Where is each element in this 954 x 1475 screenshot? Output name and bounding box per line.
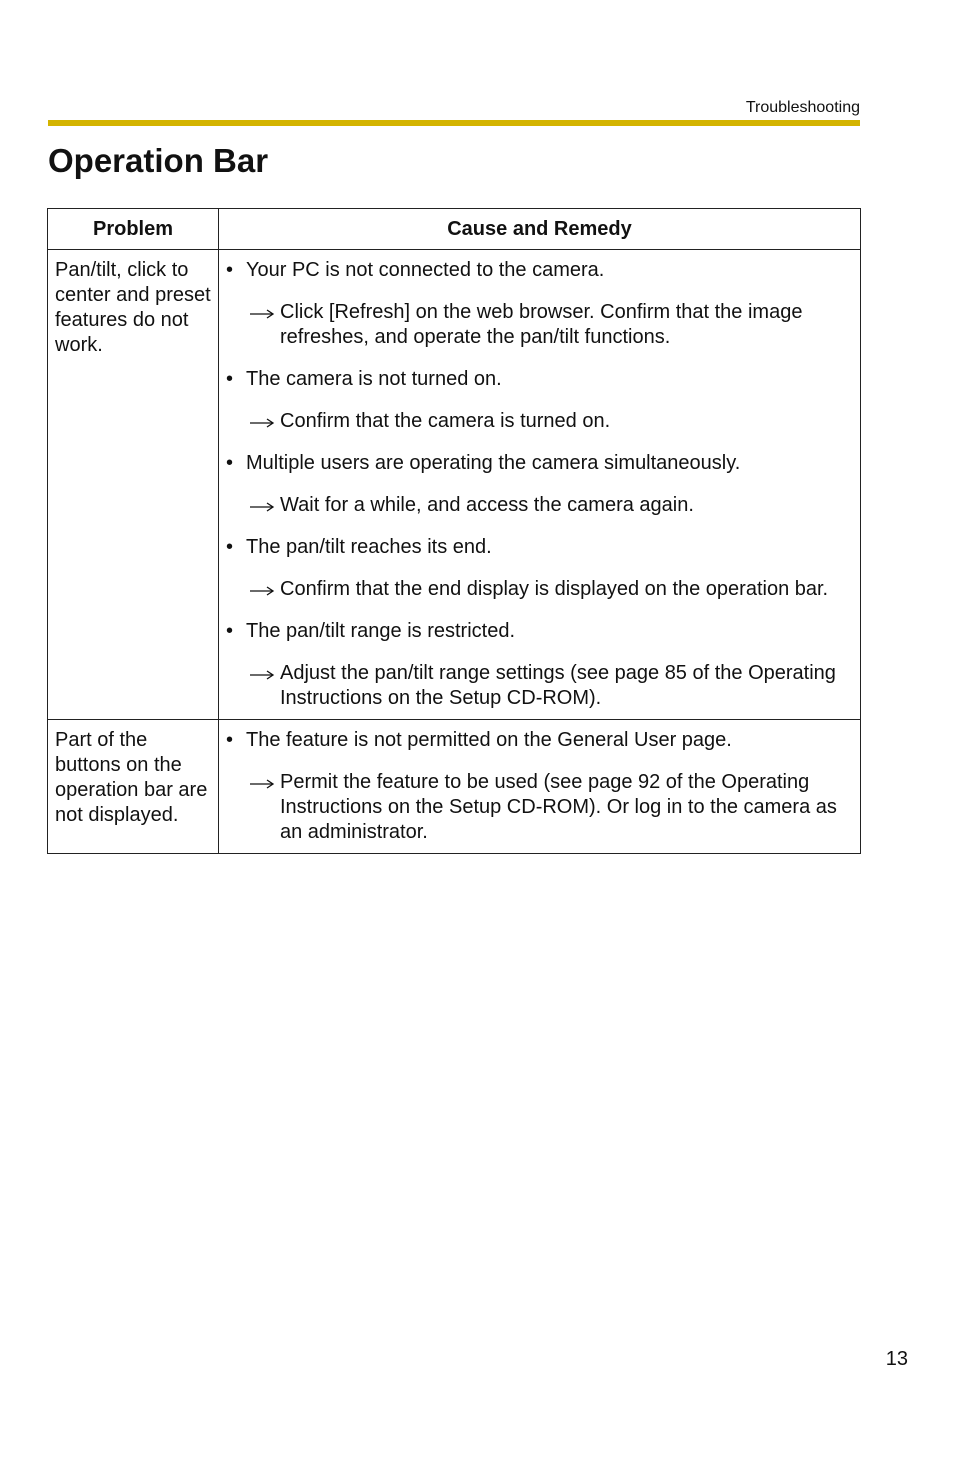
cause — [226, 728, 850, 753]
arrow-right-icon — [249, 670, 275, 680]
remedy — [226, 300, 850, 350]
cause — [226, 367, 850, 392]
remedy-text: Confirm that the end display is displayed on the operation bar. — [280, 578, 829, 600]
cause-text: Your PC is not connected to the camera. — [246, 259, 605, 281]
cause — [226, 451, 850, 476]
cause-text: The feature is not permitted on the General User page. — [246, 729, 732, 751]
section-label: Troubleshooting — [745, 99, 860, 116]
problem-cell: Pan/tilt, click to center and preset features do not work. — [48, 250, 219, 720]
cause-text: The camera is not turned on. — [246, 368, 502, 390]
remedy — [226, 409, 850, 434]
cause-item — [226, 258, 850, 350]
header-rule — [48, 120, 860, 126]
remedy-text: Adjust the pan/tilt range settings (see page 85 of the Operating Instructions on the Setup CD-ROM). — [280, 662, 836, 709]
cause — [226, 535, 850, 560]
arrow-right-icon — [249, 309, 275, 319]
arrow-right-icon — [249, 418, 275, 428]
bullet-icon: • — [226, 729, 234, 751]
cause-item — [226, 728, 850, 845]
remedy — [226, 661, 850, 711]
cause-remedy-column-header: Cause and Remedy — [219, 209, 861, 250]
troubleshooting-table — [47, 208, 861, 854]
problem-cell: Part of the buttons on the operation bar are not displayed. — [48, 720, 219, 854]
remedy-text: Confirm that the camera is turned on. — [280, 410, 611, 432]
remedy-text: Click [Refresh] on the web browser. Confirm that the image refreshes, and operate the pan/tilt functions. — [280, 301, 803, 348]
remedy-text: Permit the feature to be used (see page 92 of the Operating Instructions on the Setup CD-ROM). Or log in to the camera as an administrator. — [280, 771, 837, 843]
table-header-row — [48, 209, 861, 250]
bullet-icon: • — [226, 368, 234, 390]
bullet-icon: • — [226, 620, 234, 642]
cause — [226, 619, 850, 644]
table-row — [48, 250, 861, 720]
remedy-text: Wait for a while, and access the camera again. — [280, 494, 694, 516]
page-number: 13 — [885, 1348, 908, 1370]
problem-column-header: Problem — [48, 209, 219, 250]
bullet-icon: • — [226, 452, 234, 474]
remedy — [226, 770, 850, 845]
table-row — [48, 720, 861, 854]
remedy — [226, 493, 850, 518]
cause-item — [226, 451, 850, 518]
arrow-right-icon — [249, 586, 275, 596]
cause-text: The pan/tilt range is restricted. — [246, 620, 516, 642]
cause-remedy-cell — [219, 720, 861, 854]
bullet-icon: • — [226, 259, 234, 281]
cause-text: Multiple users are operating the camera simultaneously. — [246, 452, 741, 474]
cause-text: The pan/tilt reaches its end. — [246, 536, 492, 558]
bullet-icon: • — [226, 536, 234, 558]
arrow-right-icon — [249, 502, 275, 512]
page-title: Operation Bar — [48, 142, 269, 179]
arrow-right-icon — [249, 779, 275, 789]
cause-item — [226, 367, 850, 434]
cause-remedy-cell — [219, 250, 861, 720]
cause-item — [226, 619, 850, 711]
remedy — [226, 577, 850, 602]
cause — [226, 258, 850, 283]
cause-item — [226, 535, 850, 602]
